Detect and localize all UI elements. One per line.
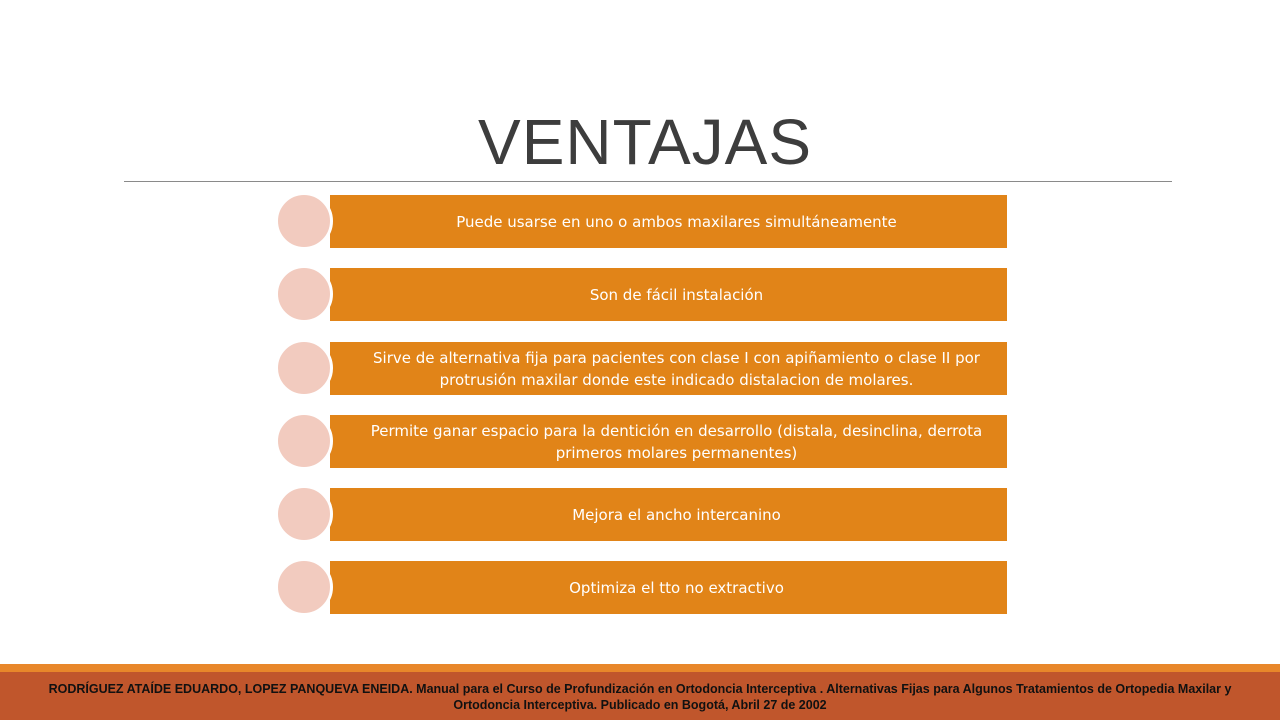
slide-title: VENTAJAS bbox=[478, 106, 812, 178]
list-item-bar: Sirve de alternativa fija para pacientes con clase I con apiñamiento o clase II por protrusión maxilar donde este indicado distalacion de molares. bbox=[330, 342, 1007, 395]
bullet-circle-icon bbox=[275, 412, 333, 470]
list-item bbox=[0, 560, 1280, 616]
footer-stripe bbox=[0, 664, 1280, 672]
list-item-bar: Mejora el ancho intercanino bbox=[330, 488, 1007, 541]
bullet-circle-icon bbox=[275, 558, 333, 616]
bullet-circle-icon bbox=[275, 485, 333, 543]
footer-citation: RODRÍGUEZ ATAÍDE EDUARDO, LOPEZ PANQUEVA ENEIDA. Manual para el Curso de Profundización en Ortodoncia Interceptiva . Alternativas Fijas para Algunos Tratamientos de Ortopedia Maxilar y Ortodoncia Interceptiva. Publicado en Bogotá, Abril 27 de 2002 bbox=[0, 672, 1280, 720]
list-item-bar: Son de fácil instalación bbox=[330, 268, 1007, 321]
list-item-bar: Optimiza el tto no extractivo bbox=[330, 561, 1007, 614]
list-item bbox=[0, 414, 1280, 470]
list-item-bar: Puede usarse en uno o ambos maxilares simultáneamente bbox=[330, 195, 1007, 248]
bullet-circle-icon bbox=[275, 192, 333, 250]
bullet-circle-icon bbox=[275, 265, 333, 323]
list-item-bar: Permite ganar espacio para la dentición en desarrollo (distala, desinclina, derrota primeros molares permanentes) bbox=[330, 415, 1007, 468]
list-item bbox=[0, 267, 1280, 323]
list-item bbox=[0, 341, 1280, 397]
list-item bbox=[0, 194, 1280, 250]
list-item bbox=[0, 487, 1280, 543]
bullet-circle-icon bbox=[275, 339, 333, 397]
